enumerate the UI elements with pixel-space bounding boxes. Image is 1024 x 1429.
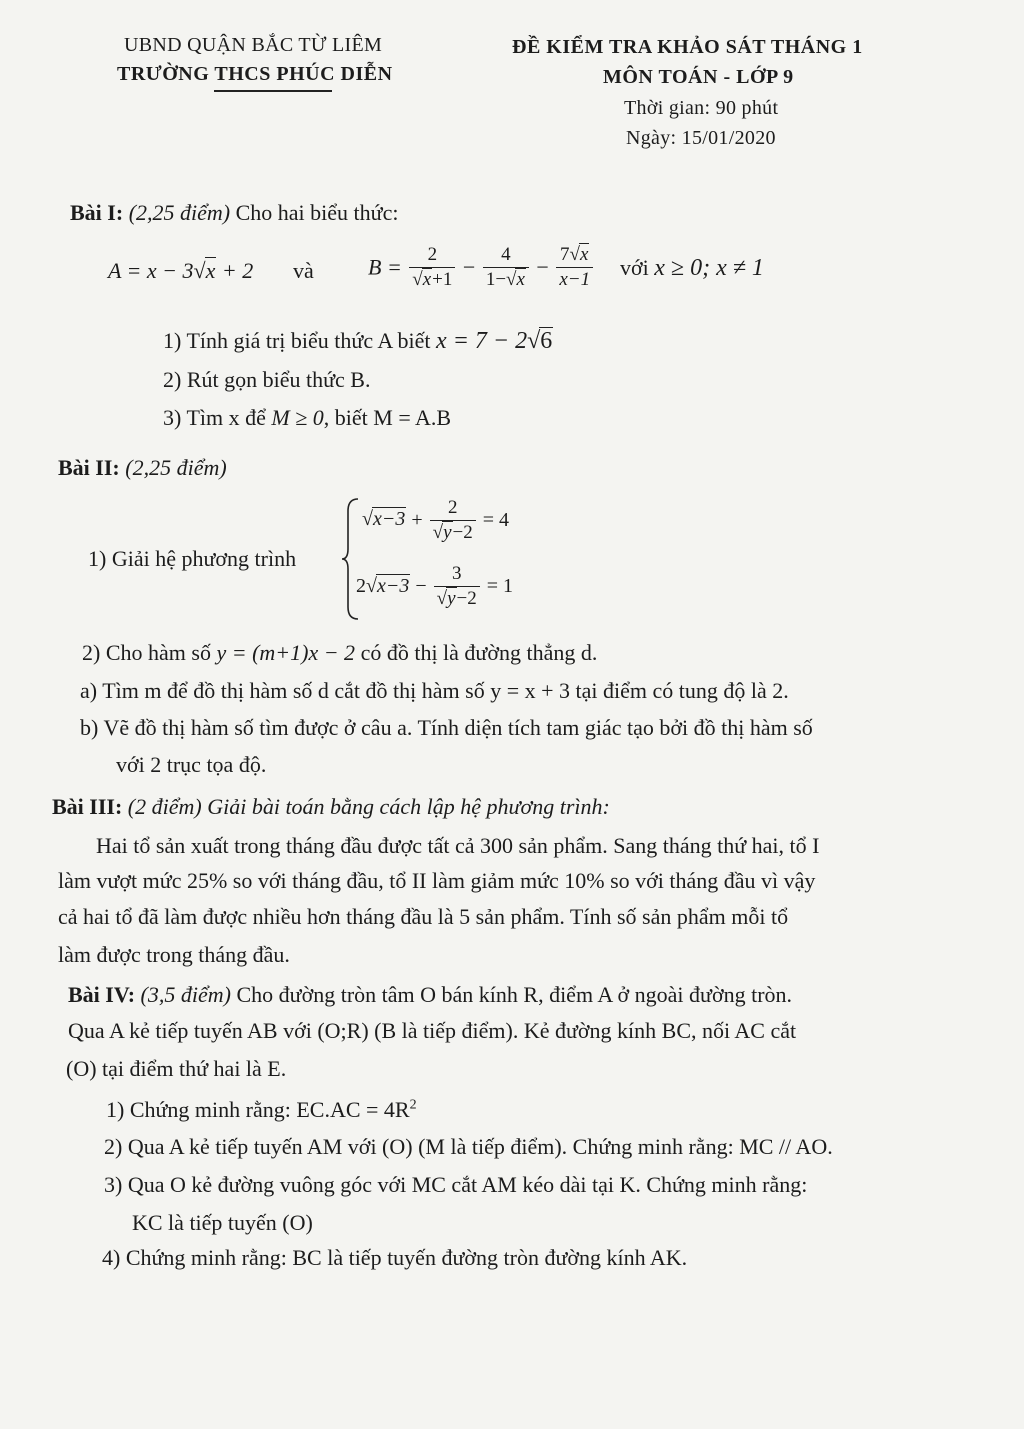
bai1-intro: Cho hai biểu thức:	[235, 200, 399, 225]
bai1-points: (2,25 điểm)	[128, 200, 231, 225]
district-name: UBND QUẬN BẮC TỪ LIÊM	[124, 34, 383, 56]
duration: Thời gian: 90 phút	[624, 97, 779, 119]
bai3-heading	[52, 794, 610, 820]
expr-b	[368, 244, 595, 291]
bai4-q2	[104, 1134, 833, 1160]
bai4-line2: Qua A kẻ tiếp tuyến AB với (O;R) (B là tiếp điểm). Kẻ đường kính BC, nối AC cắt	[68, 1018, 797, 1043]
frac3-num-pre: 7	[560, 244, 570, 265]
expr-b-frac3: $\frac{7√x}{x-1}$	[556, 244, 593, 291]
frac1-num: 2	[427, 244, 438, 265]
bai2-qa-text: Tìm m để đồ thị hàm số d cắt đồ thị hàm số y = x + 3 tại điểm có tung độ là 2.	[102, 678, 789, 703]
eq2-pre: 2	[356, 575, 366, 597]
bai4-q4-num: 4)	[102, 1245, 121, 1270]
school-name: TRƯỜNG THCS PHÚC DIỄN	[117, 63, 393, 85]
bai4-heading	[68, 982, 792, 1008]
bai1-q3	[163, 405, 451, 431]
exam-date: Ngày: 15/01/2020	[626, 127, 776, 149]
subject-grade: MÔN TOÁN - LỚP 9	[603, 66, 794, 88]
exam-title: ĐỀ KIỂM TRA KHẢO SÁT THÁNG 1	[512, 36, 863, 58]
bai1-q3-pre: Tìm x để	[186, 405, 266, 430]
bai1-q3-math: M ≥ 0	[271, 405, 324, 430]
bai4-q4-text: Chứng minh rằng: BC là tiếp tuyến đường tròn đường kính AK.	[125, 1245, 688, 1270]
bai2-q1-num: 1)	[88, 546, 107, 571]
bai4-q3	[104, 1172, 807, 1198]
bai2-q1-text: Giải hệ phương trình	[111, 546, 297, 571]
eq2-den-sqrt: y	[447, 588, 456, 609]
bai1-q2	[163, 367, 370, 393]
bai1-q1: 1) Tính giá trị biểu thức A biết x = 7 − 2√6	[163, 328, 553, 354]
bai3-intro: Giải bài toán bằng cách lập hệ phương trình:	[207, 794, 610, 819]
bai1-q1-num: 1)	[163, 328, 182, 353]
bai2-title: Bài II:	[58, 455, 120, 480]
minus-1: −	[462, 254, 476, 280]
expr-a: A = x − 3√x + 2	[108, 258, 254, 283]
expr-a-rest: + 2	[221, 258, 254, 283]
bai2-q2	[82, 640, 597, 666]
eq1-den-sqrt: y	[443, 522, 452, 543]
condition-math: x ≥ 0; x ≠ 1	[654, 255, 764, 281]
expr-a-sqrt: x	[205, 258, 216, 283]
bai3-line1: Hai tổ sản xuất trong tháng đầu được tất cả 300 sản phẩm. Sang tháng thứ hai, tổ I	[96, 833, 820, 858]
bai2-qb	[80, 715, 813, 741]
bai1-heading	[70, 200, 398, 226]
expr-b-frac2: $\frac{4}{1-√x}$	[483, 244, 529, 291]
minus-2: −	[536, 254, 549, 280]
bai2-q2-num: 2)	[82, 640, 101, 665]
bai1-q1-text: Tính giá trị biểu thức A biết	[186, 328, 431, 353]
equation-1: √x−3 + $\frac{2}{√y-2}$ = 4	[362, 497, 510, 543]
bai4-line1: Cho đường tròn tâm O bán kính R, điểm A ở ngoài đường tròn.	[236, 982, 793, 1007]
frac2-den-pre: 1−	[485, 269, 507, 290]
eq1-sqrt: x−3	[372, 508, 406, 531]
eq2-rhs: = 1	[486, 575, 514, 597]
bai2-qb-num: b)	[80, 715, 99, 740]
bai2-qa	[80, 678, 789, 704]
condition	[620, 255, 764, 282]
bai3-points: (2 điểm)	[127, 794, 202, 819]
bai4-q2-num: 2)	[104, 1134, 123, 1159]
condition-pre: với	[620, 255, 649, 280]
and-word: và	[293, 258, 314, 283]
frac1-den-sqrt: x	[422, 269, 432, 290]
eq1-num: 2	[447, 497, 458, 518]
bai4-q1-num: 1)	[106, 1097, 125, 1122]
bai4-line3: (O) tại điểm thứ hai là E.	[66, 1056, 287, 1081]
bai2-q2-math: y = (m+1)x − 2	[216, 640, 356, 665]
eq2-minus: −	[415, 575, 427, 597]
bai1-q3-num: 3)	[163, 405, 182, 430]
bai1-title: Bài I:	[70, 200, 124, 225]
bai3-title: Bài III:	[52, 794, 123, 819]
bai3-line3: cả hai tổ đã làm được nhiều hơn tháng đầu là 5 sản phẩm. Tính số sản phẩm mỗi tổ	[58, 904, 789, 929]
eq1-frac: $\frac{2}{√y-2}$	[430, 497, 476, 544]
bai4-q1-sup: 2	[409, 1097, 417, 1113]
bai2-heading	[58, 455, 227, 481]
bai4-title: Bài IV:	[68, 982, 136, 1007]
bai2-q1	[88, 546, 296, 572]
bai4-q4	[102, 1245, 687, 1271]
bai3-line4: làm được trong tháng đầu.	[58, 942, 290, 967]
equation-2: 2√x−3 − $\frac{3}{√y-2}$ = 1	[356, 563, 514, 609]
bai1-q2-text: Rút gọn biểu thức B.	[186, 367, 371, 392]
bai4-q3-line2: KC là tiếp tuyến (O)	[132, 1210, 313, 1235]
bai1-q3-post: , biết M = A.B	[323, 405, 452, 430]
eq2-frac: $\frac{3}{√y-2}$	[434, 563, 480, 610]
eq1-rhs: = 4	[482, 509, 510, 531]
eq1-den-rest: −2	[452, 522, 473, 543]
bai2-qb-line2: với 2 trục tọa độ.	[116, 752, 267, 777]
eq2-num: 3	[451, 563, 462, 584]
eq2-den-rest: −2	[456, 588, 477, 609]
eq1-plus: +	[411, 509, 423, 531]
bai4-q2-text: Qua A kẻ tiếp tuyến AM với (O) (M là tiếp điểm). Chứng minh rằng: MC // AO.	[127, 1134, 833, 1159]
frac2-den-sqrt: x	[516, 269, 525, 290]
bai2-q2-pre: Cho hàm số	[105, 640, 211, 665]
bai4-q1-text: Chứng minh rằng: EC.AC = 4R	[129, 1097, 410, 1122]
frac2-num: 4	[501, 244, 511, 265]
bai2-qa-num: a)	[80, 678, 98, 703]
bai1-q2-num: 2)	[163, 367, 182, 392]
bai2-qb-line1: Vẽ đồ thị hàm số tìm được ở câu a. Tính diện tích tam giác tạo bởi đồ thị hàm số	[103, 715, 813, 740]
bai1-q1-math: x = 7 − 2	[436, 328, 528, 354]
frac3-num-sqrt: x	[579, 244, 589, 265]
eq2-sqrt: x−3	[376, 575, 410, 597]
bai4-q3-line1: Qua O kẻ đường vuông góc với MC cắt AM kéo dài tại K. Chứng minh rằng:	[127, 1172, 808, 1197]
expr-a-lhs: A = x − 3	[108, 258, 194, 283]
expr-b-frac1: $\frac{2}{√x+1}$	[409, 244, 455, 291]
bai4-q1	[106, 1097, 417, 1123]
bai2-q2-post: có đồ thị là đường thẳng d.	[360, 640, 598, 665]
expr-b-lhs: B =	[368, 254, 402, 280]
frac1-den-rest: +1	[432, 269, 453, 290]
bai1-q1-sqrt: 6	[540, 328, 553, 354]
frac3-den: x−1	[556, 267, 593, 291]
bai4-points: (3,5 điểm)	[140, 982, 231, 1007]
bai4-q3-num: 3)	[104, 1172, 123, 1197]
school-underline	[214, 90, 332, 92]
bai2-points: (2,25 điểm)	[125, 455, 227, 480]
bai3-line2: làm vượt mức 25% so với tháng đầu, tổ II làm giảm mức 10% so với tháng đầu vì vậy	[58, 868, 816, 893]
